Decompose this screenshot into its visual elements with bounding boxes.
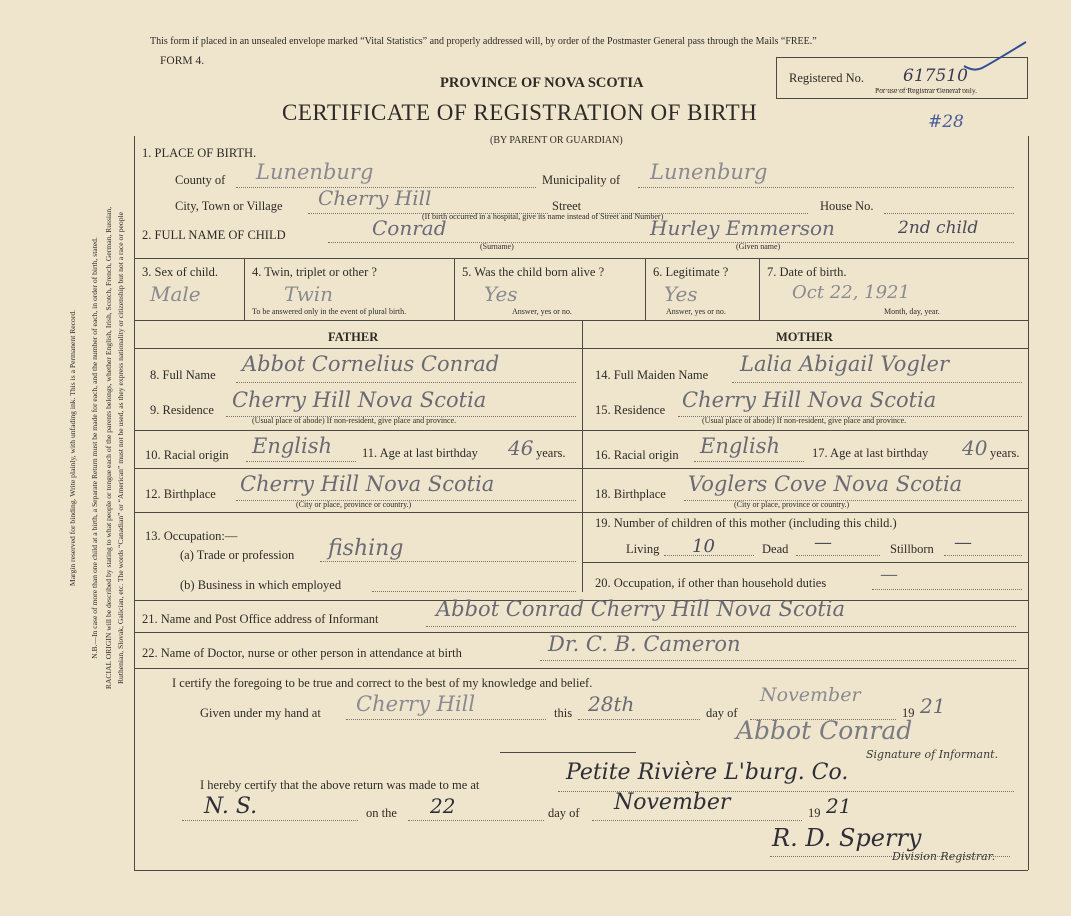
twin-value: Twin (284, 282, 334, 306)
registrar-place-2: N. S. (204, 794, 258, 819)
on-the-label: on the (366, 806, 397, 820)
dead-count: — (814, 532, 832, 553)
mother-occupation: — (880, 564, 898, 585)
city-value: Cherry Hill (318, 186, 432, 210)
father-residence-label: 9. Residence (150, 403, 214, 417)
mother-name: Lalia Abigail Vogler (740, 352, 949, 376)
stillborn-label: Stillborn (890, 542, 934, 556)
mother-age-label: 17. Age at last birthday (812, 446, 929, 460)
certify-statement: I certify the foregoing to be true and correct to the best of my knowledge and belief. (172, 676, 593, 690)
mother-age: 40 (962, 436, 988, 460)
margin-line-4: Ruthenian, Slovak, Galician, etc. The words “Canadian” or “American” must not be used, as they express nationality or citizenship but not a race or people (116, 212, 125, 685)
check-mark-icon (960, 38, 1032, 80)
registrar-note: For use of Registrar General only. (875, 86, 977, 95)
mother-name-label: 14. Full Maiden Name (595, 368, 709, 382)
child-surname: Conrad (372, 216, 447, 240)
father-residence-note: (Usual place of abode) If non-resident, give place and province. (252, 416, 457, 425)
father-age-label: 11. Age at last birthday (362, 446, 478, 460)
child-order-note: 2nd child (898, 218, 979, 238)
sex-label: 3. Sex of child. (142, 265, 219, 279)
informant-label: 21. Name and Post Office address of Informant (142, 612, 379, 626)
province-heading: PROVINCE OF NOVA SCOTIA (440, 75, 644, 91)
twin-note: To be answered only in the event of plural birth. (252, 307, 407, 316)
father-race: English (252, 434, 333, 458)
living-label: Living (626, 542, 660, 556)
registered-label: Registered No. (789, 71, 864, 85)
registrar-year-prefix: 19 (808, 806, 821, 820)
mother-residence-label: 15. Residence (595, 403, 666, 417)
informant-value: Abbot Conrad Cherry Hill Nova Scotia (436, 597, 846, 621)
father-heading: FATHER (328, 330, 379, 344)
registrar-month: November (614, 790, 731, 815)
house-number-label: House No. (820, 199, 874, 213)
father-occupation-label: 13. Occupation:— (145, 529, 238, 543)
children-count-label: 19. Number of children of this mother (including this child.) (595, 516, 897, 530)
registrar-signature-label: Division Registrar. (892, 850, 996, 863)
given-under-label: Given under my hand at (200, 706, 321, 720)
stillborn-count: — (954, 532, 972, 553)
certify-year: 21 (920, 694, 946, 718)
child-name-label: 2. FULL NAME OF CHILD (142, 228, 286, 242)
municipality-label: Municipality of (542, 173, 621, 187)
father-age: 46 (508, 436, 534, 460)
father-birthplace: Cherry Hill Nova Scotia (240, 472, 495, 496)
business-label: (b) Business in which employed (180, 578, 342, 592)
registered-number: 617510 (903, 66, 968, 86)
margin-line-1: Margin reserved for binding. Write plainly, with unfading ink. This is a Permanent Record. (68, 309, 77, 587)
born-alive-label: 5. Was the child born alive ? (462, 265, 605, 279)
mother-birthplace-note: (City or place, province or country.) (734, 500, 850, 509)
father-race-label: 10. Racial origin (145, 448, 229, 462)
mother-race-label: 16. Racial origin (595, 448, 679, 462)
certify-month: November (760, 684, 861, 706)
sex-value: Male (150, 282, 201, 306)
mother-birthplace-label: 18. Birthplace (595, 487, 666, 501)
dead-label: Dead (762, 542, 789, 556)
margin-line-3: RACIAL ORIGIN will be described by stating to what people or tongue each of the parents belongs, whether English, Irish, Scotch, French, German, Russian, (104, 206, 113, 690)
given-name-note: (Given name) (736, 242, 781, 251)
mother-occupation-label: 20. Occupation, if other than household duties (595, 576, 827, 590)
registrar-day-of-label: day of (548, 806, 580, 820)
father-birthplace-label: 12. Birthplace (145, 487, 216, 501)
corner-mark: #28 (928, 112, 964, 132)
mother-heading: MOTHER (776, 330, 833, 344)
father-name-label: 8. Full Name (150, 368, 216, 382)
doctor-value: Dr. C. B. Cameron (548, 632, 741, 656)
born-alive-note: Answer, yes or no. (512, 307, 572, 316)
born-alive-value: Yes (484, 282, 518, 306)
mother-race: English (700, 434, 781, 458)
year-prefix: 19 (902, 706, 915, 720)
margin-line-2: N.B.—In case of more than one child at a birth, a Separate Return must be made for each, and the number of each, in order of birth, stated. (90, 237, 99, 659)
registrar-day: 22 (430, 794, 456, 818)
dob-value: Oct 22, 1921 (792, 282, 910, 303)
city-label: City, Town or Village (175, 199, 283, 213)
day-of-label: day of (706, 706, 738, 720)
living-count: 10 (692, 536, 715, 557)
registrar-place: Petite Rivière L'burg. Co. (566, 760, 849, 785)
county-value: Lunenburg (256, 160, 374, 184)
registrar-signature: R. D. Sperry (772, 824, 922, 852)
form-number: FORM 4. (160, 55, 205, 67)
father-years: years. (536, 446, 566, 460)
surname-note: (Surname) (480, 242, 514, 251)
father-residence: Cherry Hill Nova Scotia (232, 388, 487, 412)
municipality-value: Lunenburg (650, 160, 768, 184)
father-name: Abbot Cornelius Conrad (242, 352, 500, 376)
certificate-title: CERTIFICATE OF REGISTRATION OF BIRTH (282, 100, 758, 125)
twin-label: 4. Twin, triplet or other ? (252, 265, 377, 279)
this-label: this (554, 706, 573, 720)
mother-residence: Cherry Hill Nova Scotia (682, 388, 937, 412)
certify-day: 28th (588, 692, 635, 716)
child-given-name: Hurley Emmerson (650, 216, 835, 240)
legitimate-note: Answer, yes or no. (666, 307, 726, 316)
legitimate-label: 6. Legitimate ? (653, 265, 729, 279)
postal-notice: This form if placed in an unsealed envelope marked “Vital Statistics” and properly addressed will, by order of the Postmaster General pass through the Mails “FREE.” (150, 36, 817, 47)
trade-label: (a) Trade or profession (180, 548, 295, 562)
place-heading: 1. PLACE OF BIRTH. (142, 146, 257, 160)
hospital-note: (If birth occurred in a hospital, give its name instead of Street and Number) (422, 212, 664, 221)
doctor-label: 22. Name of Doctor, nurse or other person in attendance at birth (142, 646, 462, 660)
informant-signature: Abbot Conrad (736, 716, 913, 745)
trade-value: fishing (328, 536, 404, 561)
mother-years: years. (990, 446, 1020, 460)
legitimate-value: Yes (664, 282, 698, 306)
registrar-year: 21 (826, 794, 852, 818)
certificate-subtitle: (BY PARENT OR GUARDIAN) (490, 135, 623, 146)
informant-signature-label: Signature of Informant. (866, 748, 999, 761)
county-label: County of (175, 173, 226, 187)
mother-birthplace: Voglers Cove Nova Scotia (688, 472, 963, 496)
street-label: Street (552, 199, 582, 213)
registrar-statement: I hereby certify that the above return was made to me at (200, 778, 480, 792)
margin-instructions (6, 18, 141, 878)
certify-place: Cherry Hill (356, 692, 476, 716)
father-birthplace-note: (City or place, province or country.) (296, 500, 412, 509)
mother-residence-note: (Usual place of abode) If non-resident, give place and province. (702, 416, 907, 425)
dob-note: Month, day, year. (884, 307, 940, 316)
dob-label: 7. Date of birth. (767, 265, 847, 279)
